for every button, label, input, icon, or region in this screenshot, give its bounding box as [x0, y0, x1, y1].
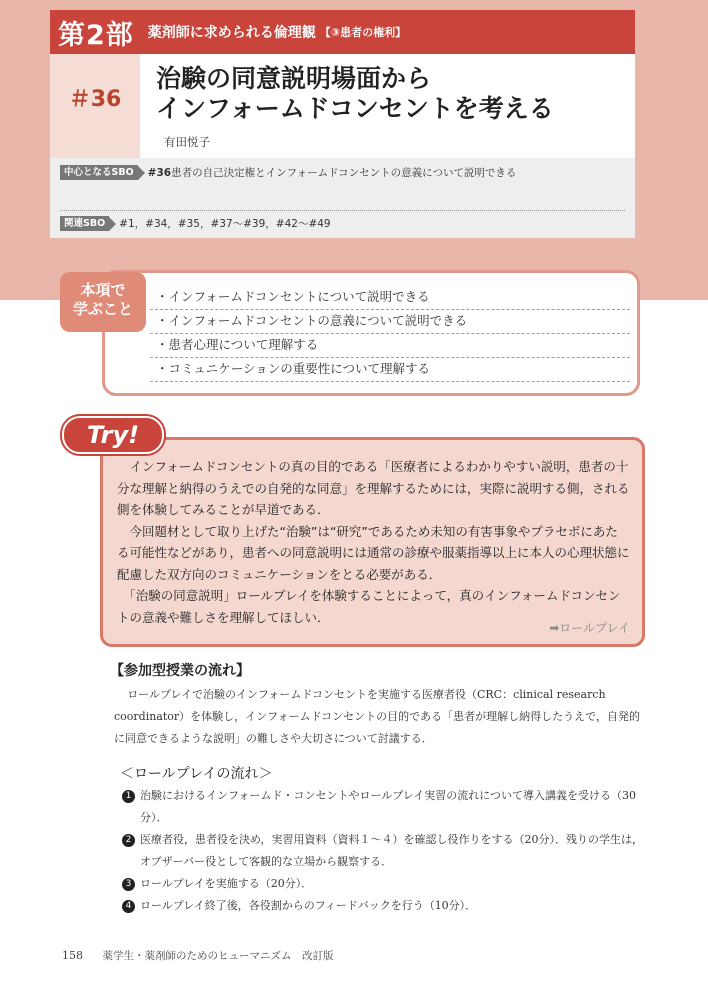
arrow-icon [138, 166, 145, 180]
try-paragraph: インフォームドコンセントの真の目的である「医療者によるわかりやすい説明，患者の十分な理解と納得のうえでの自発的な同意」を理解するためには，実際に説明する側，される側を体験してみることが早道である． [117, 459, 630, 517]
step-number-icon: 3 [122, 878, 135, 891]
try-logo: Try! [62, 416, 164, 454]
related-sbo-text: #1，#34，#35，#37～#39，#42～#49 [119, 218, 331, 230]
part-title: 薬剤師に求められる倫理観 [147, 25, 316, 41]
learning-objectives-tag [60, 272, 146, 332]
step-number-icon: 1 [122, 790, 135, 803]
step-text: 治験におけるインフォームド・コンセントやロールプレイ実習の流れについて導入講義を受ける（30分）． [140, 789, 637, 824]
list-item: ・コミュニケーションの重要性について理解する [150, 358, 630, 382]
chapter-title-panel [50, 54, 635, 158]
roleplay-link[interactable]: ➡ロールプレイ [549, 621, 630, 635]
part-number: 第2部 [58, 19, 134, 51]
step-text: ロールプレイを実施する（20分）． [140, 877, 313, 890]
main-sbo-label: 中心となるSBO [60, 165, 138, 180]
related-sbo-label: 関連SBO [60, 216, 109, 231]
part-header [50, 10, 635, 54]
main-sbo-text: 患者の自己決定権とインフォームドコンセントの意義について説明できる [171, 167, 517, 179]
list-item [122, 829, 652, 873]
list-item: ・インフォームドコンセントについて説明できる [150, 286, 630, 310]
arrow-icon [109, 217, 116, 231]
author-name: 有田悦子 [164, 135, 210, 149]
chapter-number: ＃36 [50, 54, 140, 158]
list-item: ・インフォームドコンセントの意義について説明できる [150, 310, 630, 334]
page-number: 158 [62, 949, 83, 962]
try-box [100, 437, 645, 647]
book-title: 薬学生・薬剤師のためのヒューマニズム 改訂版 [102, 950, 334, 962]
sbo-divider [60, 210, 625, 211]
roleplay-steps [122, 785, 652, 917]
list-item [122, 895, 652, 917]
learning-objectives-list [150, 286, 630, 382]
page-footer [62, 948, 334, 963]
list-item [122, 785, 652, 829]
section-body: ロールプレイで治験のインフォームドコンセントを実施する医療者役（CRC：clinical research coordinator）を体験し，インフォームドコンセントの目的である「患者が理解し納得したうえで，自発的に同意できるような説明」の難しさや大切さについて討議する． [114, 688, 640, 745]
step-number-icon: 4 [122, 900, 135, 913]
learn-tag-line2: 学ぶこと [72, 300, 133, 318]
list-item [122, 873, 652, 895]
step-text: 医療者役，患者役を決め，実習用資料（資料１～４）を確認し役作りをする（20分）．残りの学生は，オブザーバー役として客観的な立場から観察する． [140, 833, 644, 868]
roleplay-heading: ＜ロールプレイの流れ＞ [120, 766, 273, 782]
chapter-title-line2: インフォームドコンセントを考える [156, 94, 554, 123]
main-sbo-number: #36 [147, 166, 172, 179]
chapter-title [156, 64, 554, 124]
try-paragraph: 今回題材として取り上げた“治験”は“研究”であるため未知の有害事象やプラセボにあたる可能性などがあり，患者への同意説明には通常の診療や服薬指導以上に本人の心理状態に配慮した双方向のコミュニケーションをとる必要がある． [117, 523, 630, 582]
step-text: ロールプレイ終了後，各役割からのフィードバックを行う（10分）． [140, 899, 477, 912]
learn-tag-line1: 本項で [80, 281, 126, 299]
main-sbo-row [60, 165, 516, 180]
sbo-panel [50, 158, 635, 238]
try-paragraph: 「治験の同意説明」ロールプレイを体験することによって，真のインフォームドコンセントの意義や難しさを理解してほしい． [117, 588, 621, 625]
list-item: ・患者心理について理解する [150, 334, 630, 358]
chapter-title-line1: 治験の同意説明場面から [156, 64, 432, 93]
section-heading: 【参加型授業の流れ】 [110, 663, 250, 679]
related-sbo-row [60, 216, 331, 231]
part-subtitle: 【③患者の権利】 [319, 26, 407, 39]
step-number-icon: 2 [122, 834, 135, 847]
